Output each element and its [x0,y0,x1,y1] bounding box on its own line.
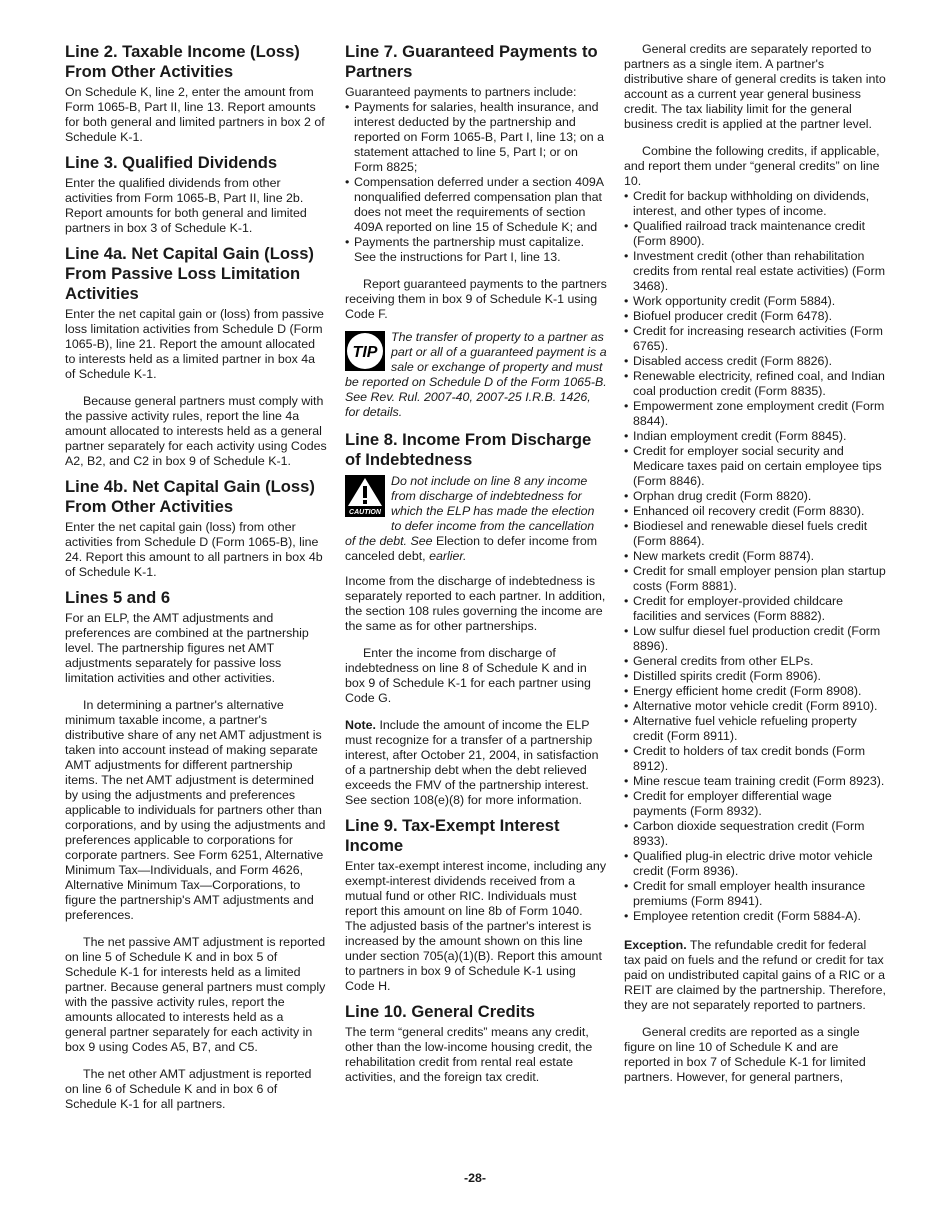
tip-icon [345,331,385,375]
section-line-10 [345,1002,607,1085]
list-item: • Credit to holders of tax credit bonds (Form 8912). [624,744,886,774]
section-line-8 [345,430,607,808]
list-item: • Credit for employer-provided childcare facilities and services (Form 8882). [624,594,886,624]
list-item: • Carbon dioxide sequestration credit (Form 8933). [624,819,886,849]
section-line-9 [345,816,607,994]
section-body: Because general partners must comply with the passive activity rules, report the line 4a amount allocated to interests held as a general partner separately for each activity using Codes A2, B2, and C2 in box 9 of Schedule K-1. [65,394,327,468]
list-item: • Indian employment credit (Form 8845). [624,429,886,444]
column-middle [345,42,607,1093]
list-item: • Enhanced oil recovery credit (Form 8830). [624,504,886,519]
section-body: The net passive AMT adjustment is reported on line 5 of Schedule K and in box 5 of Schedule K-1 for interests held as a limited partner. Because general partners must comply with the passive activity rules, report the amounts allocated to interests held as a general partner separately for each activity in box 9 using Codes A5, B7, and C5. [65,935,326,1054]
list-item: • Work opportunity credit (Form 5884). [624,294,886,309]
section-line-3 [65,153,327,236]
section-body: For an ELP, the AMT adjustments and preferences are combined at the partnership level. The partnership figures net AMT adjustments separately for passive loss limitation activities and other activities. [65,611,309,685]
general-credits-intro: General credits are separately reported to partners as a single item. A partner's distributive share of general credits is taken into account as a current year general business credit. The tax liability limit for the general business credit is applied at the partner level. [624,42,886,131]
tip-text: The transfer of property to a partner as part or all of a guaranteed payment is a sale or exchange of property and must be reported on Schedule D of the Form 1065-B. See Rev. Rul. 2007-40, 2007-25 I.R.B. 1426, for details. [345,330,607,419]
exception-text: The refundable credit for federal tax paid on fuels and the refund or credit for tax paid on undistributed capital gains of a RIC or a REIT are claimed by the partnership. Therefore, they are not separately reported to partners. [624,938,886,1012]
note-label: Note. [345,718,376,732]
section-body: Enter the qualified dividends from other activities from Form 1065-B, Part II, line 2b. Report amounts for both general and limited partners in box 3 of Schedule K-1. [65,176,307,235]
list-item: • Credit for employer social security and Medicare taxes paid on certain employee tips (Form 8846). [624,444,886,489]
section-heading: Line 4b. Net Capital Gain (Loss) From Other Activities [65,477,315,516]
section-body: In determining a partner's alternative minimum taxable income, a partner's distributive share of any net AMT adjustment is taken into account instead of making separate AMT adjustments for different partnership items. The net AMT adjustment is determined by using the adjustments and preferences applicable to individuals for partners other than corporations, and by using the adjustments and preferences applicable to corporations for corporate partners. See Form 6251, Alternative Minimum Tax—Individuals, and Form 4626, Alternative Minimum Tax—Corporations, to figure the partnership's AMT adjustments and preferences. [65,698,326,922]
section-heading: Line 10. General Credits [345,1002,535,1021]
tip-label: TIP [352,344,378,361]
list-item: • Low sulfur diesel fuel production credit (Form 8896). [624,624,886,654]
section-heading: Line 4a. Net Capital Gain (Loss) From Passive Loss Limitation Activities [65,244,314,303]
section-body: Enter tax-exempt interest income, including any exempt-interest dividends received from a mutual fund or other RIC. Individuals must report this amount on line 8b of Form 1040. The adjusted basis of the partner's interest is increased by the amount shown on this line under section 705(a)(1)(B). Report this amount to partners in box 9 of Schedule K-1 using Code H. [345,859,607,993]
section-body: The term “general credits” means any credit, other than the low-income housing credit, the rehabilitation credit from rental real estate activities, and the foreign tax credit. [345,1025,593,1084]
exception-paragraph [624,938,886,1013]
list-item: • Biofuel producer credit (Form 6478). [624,309,886,324]
caution-callout [345,474,607,564]
list-item: • Credit for small employer health insurance premiums (Form 8941). [624,879,886,909]
list-item: • Qualified plug-in electric drive motor vehicle credit (Form 8936). [624,849,886,879]
general-credits-reporting: General credits are reported as a single figure on line 10 of Schedule K and are reported in box 7 of Schedule K-1 for limited partners. However, for general partners, [624,1025,866,1084]
list-item: • Orphan drug credit (Form 8820). [624,489,886,504]
section-heading: Line 3. Qualified Dividends [65,153,278,172]
tip-callout [345,330,607,420]
caution-icon [345,475,385,521]
list-item: • Compensation deferred under a section 409A nonqualified deferred compensation plan that does not meet the requirements of section 409A reported on line 15 of Schedule K; and [345,175,607,235]
section-heading: Lines 5 and 6 [65,588,171,607]
list-item: • New markets credit (Form 8874). [624,549,886,564]
list-item: • Alternative motor vehicle credit (Form 8910). [624,699,886,714]
list-item: • Energy efficient home credit (Form 8908). [624,684,886,699]
section-body: Enter the income from discharge of indebtedness on line 8 of Schedule K and in box 9 of Schedule K-1 for each partner using Code G. [345,646,591,705]
list-item: • Renewable electricity, refined coal, and Indian coal production credit (Form 8835). [624,369,886,399]
list-item: • Payments the partnership must capitalize. See the instructions for Part I, line 13. [345,235,607,265]
list-item: • Employee retention credit (Form 5884-A). [624,909,886,924]
caution-text-end: earlier. [429,549,467,563]
section-lines-5-and-6 [65,588,327,1112]
section-line-2 [65,42,327,145]
caution-text: Do not include on line 8 any income from discharge of indebtedness for which the ELP has made the election to defer income from the cancellation of the debt. See [345,474,595,548]
list-item: • Mine rescue team training credit (Form 8923). [624,774,886,789]
caution-reference: Election to defer income from canceled debt, [345,534,598,563]
section-heading: Line 8. Income From Discharge of Indebtedness [345,430,592,469]
list-item: • Credit for small employer pension plan startup costs (Form 8881). [624,564,886,594]
note-paragraph [345,718,607,808]
list-item: • Credit for backup withholding on dividends, interest, and other types of income. [624,189,886,219]
page-number: -28- [463,1171,487,1185]
list-item: • Credit for increasing research activities (Form 6765). [624,324,886,354]
list-item: • Payments for salaries, health insurance, and interest deducted by the partnership and reported on Form 1065-B, Part I, line 13; on a statement attached to line 5, Part I; or on Form 8825; [345,100,607,175]
exception-label: Exception. [624,938,687,952]
section-line-4a [65,244,327,469]
section-line-7 [345,42,607,420]
section-body: Enter the net capital gain (loss) from other activities from Schedule D (Form 1065-B), line 24. Report this amount to all partners in box 4b of Schedule K-1. [65,520,323,579]
list-item: • Alternative fuel vehicle refueling property credit (Form 8911). [624,714,886,744]
list-item: • Empowerment zone employment credit (Form 8844). [624,399,886,429]
list-item: • Investment credit (other than rehabilitation credits from rental real estate activities) (Form 3468). [624,249,886,294]
section-body: Enter the net capital gain or (loss) from passive loss limitation activities from Schedule D (Form 1065-B), line 21. Report the amount allocated to interests held as a limited partner in box 4a of Schedule K-1. [65,307,324,381]
list-item: • Qualified railroad track maintenance credit (Form 8900). [624,219,886,249]
list-item: • Biodiesel and renewable diesel fuels credit (Form 8864). [624,519,886,549]
section-body: Income from the discharge of indebtedness is separately reported to each partner. In addition, the section 108 rules governing the income are the same as for other partnerships. [345,574,606,633]
column-left [65,42,327,1120]
note-text: Include the amount of income the ELP must recognize for a transfer of a partnership interest, after October 21, 2004, in satisfaction of a partnership debt when the debt relieved exceeds the FMV of the partnership interest. See section 108(e)(8) for more information. [345,718,599,807]
list-item: • Credit for employer differential wage payments (Form 8932). [624,789,886,819]
guaranteed-payments-list [345,100,607,265]
section-line-4b [65,477,327,580]
section-body: On Schedule K, line 2, enter the amount from Form 1065-B, Part II, line 13. Report amounts for both general and limited partners in box 2 of Schedule K-1. [65,85,325,144]
section-intro: Guaranteed payments to partners include: [345,85,577,99]
section-body: The net other AMT adjustment is reported on line 6 of Schedule K and in box 6 of Schedule K-1 for all partners. [65,1067,312,1111]
general-credits-combine: Combine the following credits, if applicable, and report them under “general credits” on line 10. [624,144,880,188]
section-heading: Line 7. Guaranteed Payments to Partners [345,42,598,81]
general-credits-list [624,189,886,924]
list-item: • General credits from other ELPs. [624,654,886,669]
list-item: • Disabled access credit (Form 8826). [624,354,886,369]
section-heading: Line 2. Taxable Income (Loss) From Other Activities [65,42,300,81]
column-right [624,42,886,1093]
list-item: • Distilled spirits credit (Form 8906). [624,669,886,684]
section-heading: Line 9. Tax-Exempt Interest Income [345,816,560,855]
section-body: Report guaranteed payments to the partners receiving them in box 9 of Schedule K-1 using Code F. [345,277,607,321]
caution-label: CAUTION [349,509,381,516]
